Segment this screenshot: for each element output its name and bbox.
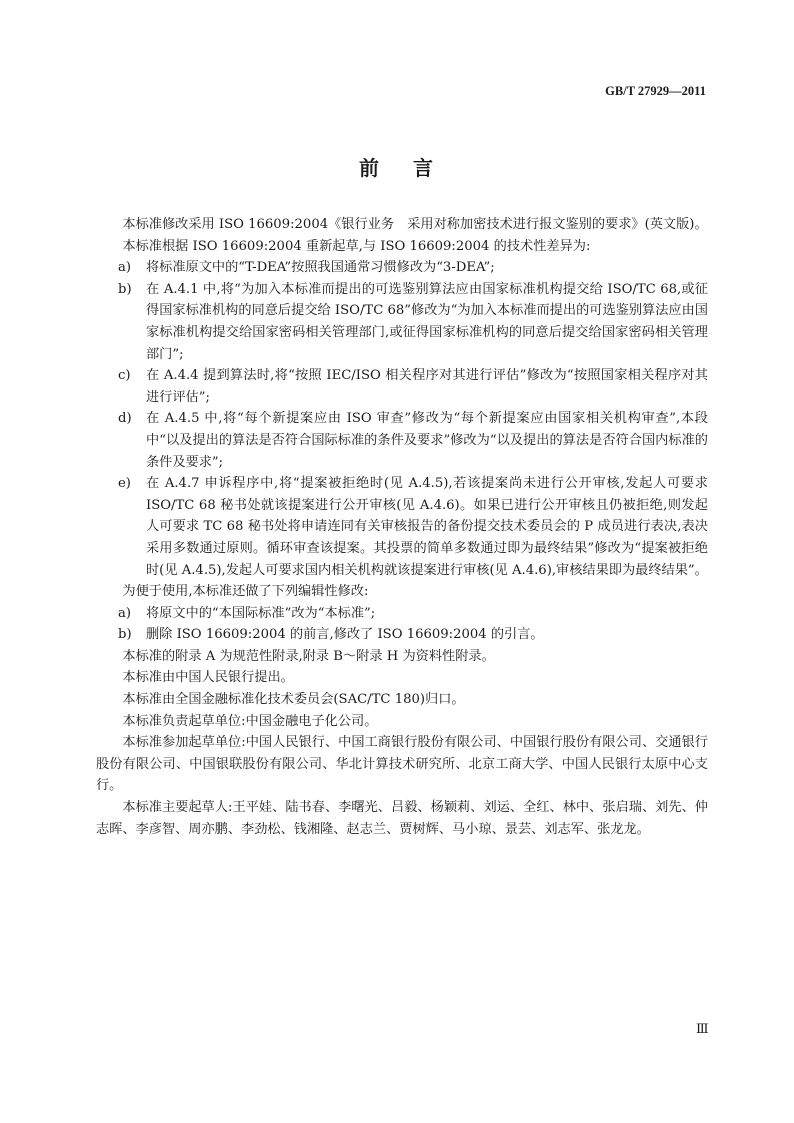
paragraph: 本标准参加起草单位:中国人民银行、中国工商银行股份有限公司、中国银行股份有限公司、交通银行股份有限公司、中国银联股份有限公司、华北计算技术研究所、北京工商大学、中国人民银行太原中心支行。 xyxy=(96,735,708,794)
list-label: d) xyxy=(118,411,132,427)
list-item xyxy=(96,408,708,473)
paragraph: 为便于使用,本标准还做了下列编辑性修改: xyxy=(122,584,369,600)
page-title xyxy=(0,152,794,181)
list-text: 删除 ISO 16609:2004 的前言,修改了 ISO 16609:2004 的引言。 xyxy=(146,627,544,643)
list-text: 将原文中的“本国际标准”改为“本标准”; xyxy=(146,605,376,621)
paragraph: 本标准的附录 A 为规范性附录,附录 B～附录 H 为资料性附录。 xyxy=(122,648,495,664)
paragraph: 本标准根据 ISO 16609:2004 重新起草,与 ISO 16609:2004 的技术性差异为: xyxy=(122,238,591,254)
list-label: e) xyxy=(118,476,131,492)
list-label: a) xyxy=(118,260,132,276)
list-item xyxy=(96,624,708,646)
paragraph: 本标准负责起草单位:中国金融电子化公司。 xyxy=(122,713,378,729)
foreword-body xyxy=(96,214,708,840)
list-label: c) xyxy=(118,368,131,384)
list-text: 将标准原文中的“T-DEA”按照我国通常习惯修改为“3-DEA”; xyxy=(146,260,495,276)
title-char: 前 xyxy=(359,156,381,180)
paragraph: 本标准修改采用 ISO 16609:2004《银行业务 采用对称加密技术进行报文鉴别的要求》(英文版)。 xyxy=(122,217,708,232)
list-text: 在 A.4.7 申诉程序中,将“提案被拒绝时(见 A.4.5),若该提案尚未进行公开审核,发起人可要求 ISO/TC 68 秘书处就该提案进行公开审核(见 A.4.6)。如果已进行公开审核且仍被拒绝,则发起人可要求 TC 68 秘书处将申请连同有关审核报告的备份提交技术委员会的 P 成员进行表决,表决采用多数通过原则。循环审查该提案。其投票的简单多数通过即为最终结果”修改为“提案被拒绝时(见 A.4.5),发起人可要求国内相关机构就该提案进行审核(见 A.4.6),审核结果即为最终结果”。 xyxy=(146,476,708,578)
list-text: 在 A.4.4 提到算法时,将“按照 IEC/ISO 相关程序对其进行评估”修改为“按照国家相关程序对其进行评估”; xyxy=(146,368,708,405)
list-item xyxy=(96,279,708,365)
list-item xyxy=(96,365,708,408)
list-item xyxy=(96,257,708,279)
paragraph: 本标准由中国人民银行提出。 xyxy=(122,670,294,686)
list-text: 在 A.4.5 中,将“每个新提案应由 ISO 审查”修改为“每个新提案应由国家相关机构审查”,本段中“以及提出的算法是否符合国际标准的条件及要求”修改为“以及提出的算法是否符合国内标准的条件及要求”; xyxy=(146,411,708,470)
list-item xyxy=(96,603,708,625)
list-label: b) xyxy=(118,281,132,297)
list-item xyxy=(96,473,708,581)
title-char: 言 xyxy=(413,156,435,180)
paragraph: 本标准主要起草人:王平娃、陆书春、李曙光、吕毅、杨颖莉、刘运、全红、林中、张启瑞、刘先、仲志晖、李彦智、周亦鹏、李劲松、钱湘隆、赵志兰、贾树辉、马小琼、景芸、刘志军、张龙龙。 xyxy=(96,800,708,837)
page-number: Ⅲ xyxy=(696,1022,709,1037)
standard-number: GB/T 27929—2011 xyxy=(605,84,706,98)
list-label: b) xyxy=(118,627,132,643)
paragraph: 本标准由全国金融标准化技术委员会(SAC/TC 180)归口。 xyxy=(122,692,465,708)
list-label: a) xyxy=(118,605,132,621)
list-text: 在 A.4.1 中,将“为加入本标准而提出的可选鉴别算法应由国家标准机构提交给 ISO/TC 68,或征得国家标准机构的同意后提交给 ISO/TC 68”修改为“为加入本标准而提出的可选鉴别算法应由国家标准机构提交给国家密码相关管理部门,或征得国家标准机构的同意后提交给国家密码相关管理部门”; xyxy=(146,281,708,362)
